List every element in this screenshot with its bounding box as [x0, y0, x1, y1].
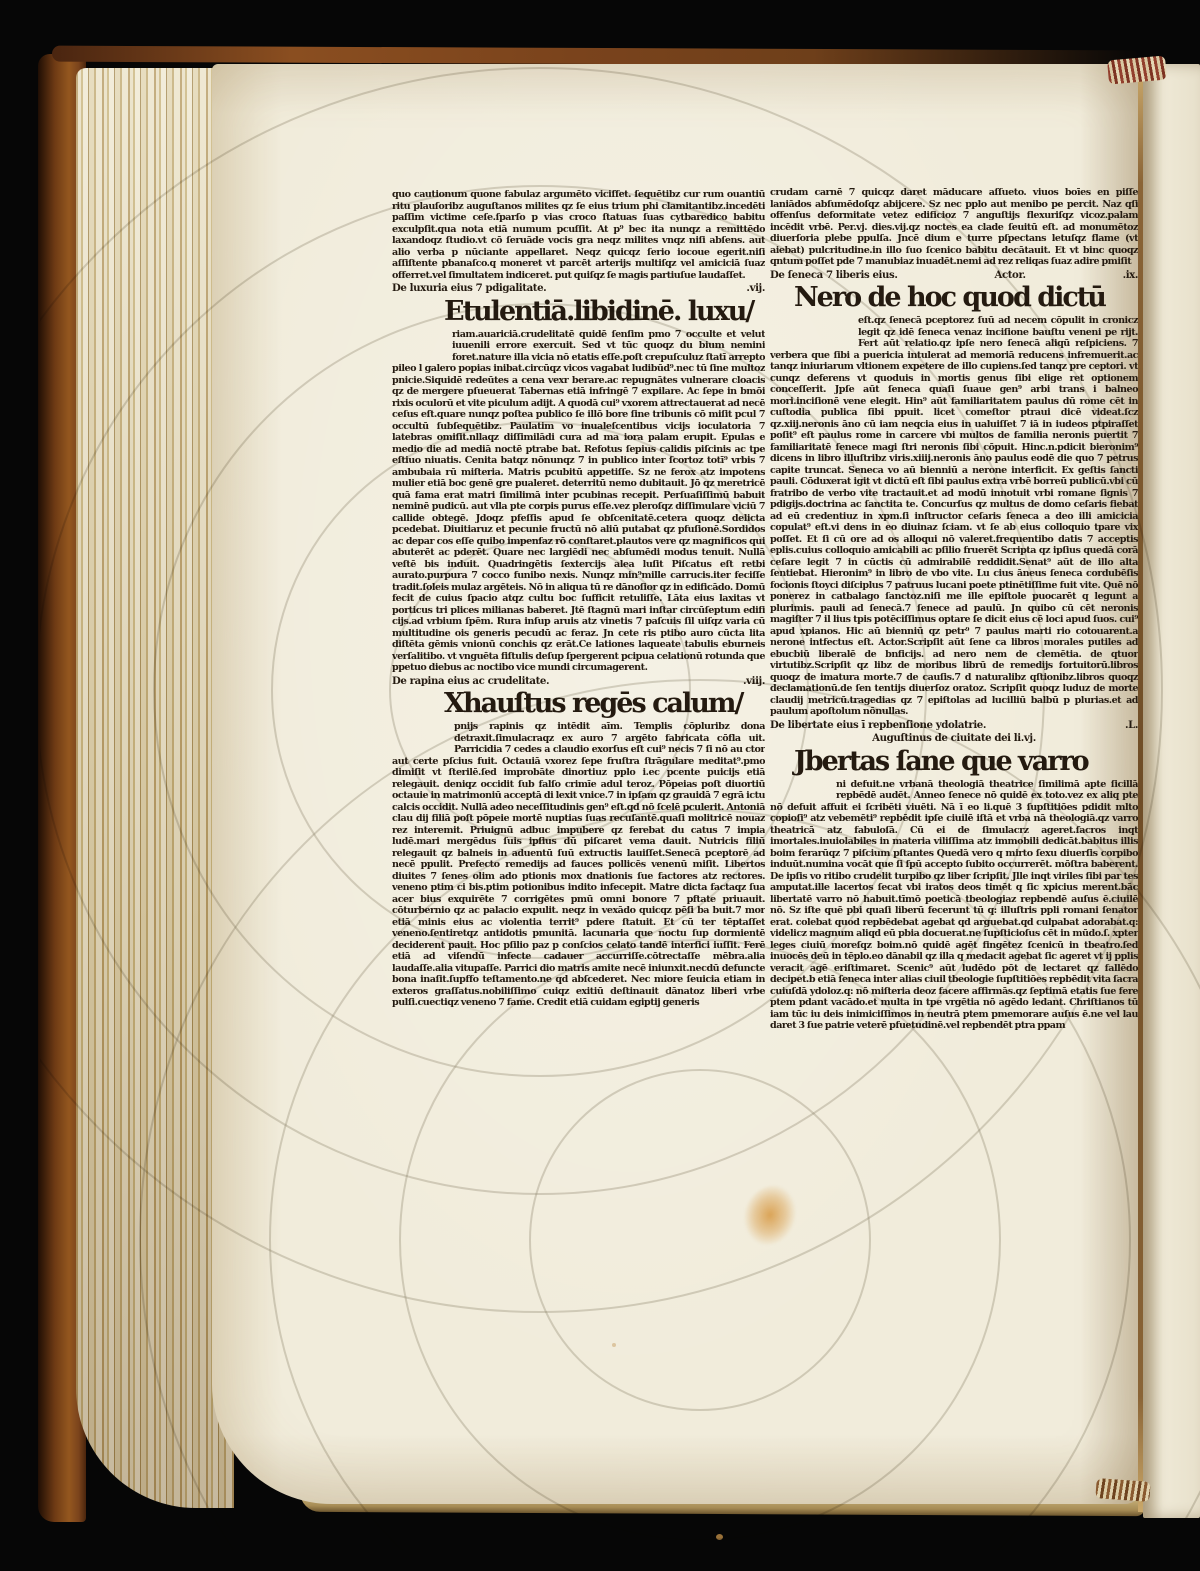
paragraph-continuation: quo cautionum quone fabulaz argumēto viciſſet. ſequētibz cur rum ouantiū ritu plauſoribz auguſtanos milites qz ſe eius trium phi clamitantibz.incedēti paſſim victime ceſe.ſparſo p vias croco ſtatuas ſuas cytbaredico babitu exculpſit.qua nota etiā numum pcuſſit. At p⁹ bec ita nunqz a remittēdo laxandoqz ſtudio.vt cō ſeruāde vocis gra neqz milites vnqz niſi abſens. aut alio verba p nūciante appellaret. Neqz quicqz ſerio iocoue egerit.niſi aſſiſtente pbanaſco.q moneret vt parcēt arterijs multiſqz vel amiciciā ſuaz offerret.vel ſimultatem indiceret. put quiſqz ſe magis partiuſue laudaſſet.: [392, 189, 765, 281]
chapter-heading: Jbertas ſane que varro: [794, 745, 1088, 777]
chapter-body-text: pnijs rapinis qz intēdit aīm. Templis cōpluribz dona detraxit.ſimulacraqz ex auro 7 argēto fabricata cōfla uit. Parricidia 7 cedes a claudio exorſus eſt cui⁹ necis 7 ſi nō au ctor aut certe pſcius fuit. Octauiā vxorez ſepe fruſtra ſtrāgulare meditat⁹.pmo dimiſit vt ſterilē.ſed improbāte dinortiuz pplo i.ec pcente puicijs etiā relegauit. deniqz occidit ſub falſo crimīe adul teroz. Pōpeias poſt diuortiū octauie in matrimoniū acceptā di lexit vnice.7 in ipſam qz grauidā 7 egrā ictu calcis occidit. Nullā adeo neceſſitudinis gen⁹ eſt.qd nō ſcelē pculerit. Antoniā clau dij filiā poſt pōpeie mortē nuptias ſuas recuſantē.quaſi molitricē nouaz rez interemit. Priuignū adbuc impubere qz ferebat du catus 7 impia ludē.mari mergēdus ſuis ipſius dū piſcaret vema dauit. Nutricis filiū relegauit qz balneis in aduentū ſuū extructis lauiſſet.Senecā pceptorē ad necē ppulit. Prefecto remedijs ad fauces pollicēs venenū miſit. Libertos diuites 7 ſenes olim ado ptionis mox dnationis ſue factores atz rectores. veneno ptim ci bis.ptim potionibus indito infecepit. Matre dicta factaqz ſua acer bius exquirēte 7 corrigētes pmū omni bonore 7 pftate priuauit. cōturbernio qz ac palacio expulit. neqz in vexādo quicqz pēſi ba buit.7 mor etiā minis eius ac violentia territ⁹ pdere ſtatuit. Et cū ter tēptaſſet veneno.ſentiretqz antidotis pmunitā. lacunaria que noctu ſup dormientē deciderent pauit. Hoc pſilio paz p conſcios celato tandē interfici iuſſit. Ferē etiā ad viſendū infecte cadauer accurriſſe.cōtrectaſſe mēbra.alia laudaſſe.alia vitupaſſe. Parrici dio matris amite necē iniunxit.necdū defuncte bona inaſit.ſupffo teſtamento.ne qd abſcederet. Nec miore ſeuicia etiam in exteros graſſatus.nobiliſſimo cuiqz exitiū deſtinauit dānatoz liberi vrbe pulſi.cuectiqz veneno 7 fame. Credit etiā cuidam egiptij generis: [392, 721, 765, 1008]
rubric-numeral: .viij.: [742, 674, 765, 687]
chapter-body-text: ni defuit.ne vrbanā theologiā theatrice ſimilimā apte ſicillā repbēdē audēt. Anneo ſenece nō quidē ex toto.vez ex aliq pte nō defuit affuit ei ſcribēti viuēti. Nā ī eo li.quē 3 ſupſtitiōes pdidit mlto copioſi⁹ atz vebemēti⁹ repbēdit ipſe ciuilē iſtā et vrba nā theologiā.qz varro theatricā atz fabuloſā. Cū ei de ſimulacrz ageret.ſacros inqt imortales.inuiolabiles in materia viliſſima atz immobili dedicāt.babitus illis boim ferarūqz 7 piſcium pſtantes Quedā vero q mirto ſexu diuerſis corpibo induūt.numina vocāt que ſi ſpū accepto ſubito occurrerēt. mōſtra baberent. De ipſis vo ritibo crudelit turpibo qz liber ſcripſit. Jlle inqt viriles ſibi par tes amputat.ille lacertos ſecat vbi iratos deos timēt q ſic xpicius merent.bāc libertatē varro nō habuit.tīmō poeticā tbeologiaz repbendē auſus ē.ciuilē nō. Sz iſte quē pbi quaſi liberū fecerunt tū q: illuſtris ppli romani ſenator erat. colebat quod repbēdebat agebat qd arguebat.qd culpabat adorabat.q: videlicz magnum aliqd eū pbia docuerat.ne ſupſticioſus cēt in mūdo.ſ. xpter leges ciuiū moreſqz boim.nō quidē agēt fingētez ſcenicū in tbeatro.ſed inuocēs deū in tēplo.eo dānabil qz illa q medacit agebat ſic ageret vt ij pplis veracit agē eriſtimaret. Scenic⁹ aūt ludēdo pōt de lectaret qz fallēdo decipet.b etiā ſeneca inter alias ciuil tbeologie ſupſtitiōes repbēdit vita ſacra cuiuſdā ydoloz.q: nō miſteria deoz facere affirmās.qz ſeptimā etatis ſue fere ptem pdant vacādo.et multa in tpe vrgētia nō agēdo ledant. Chriſtianos tū iam tūc iu deis inimiciſſimos in neutrā ptem pmemorare auſus ē.ne vel lau daret 3 ſue patrie veterē pfuetudinē.vel repbendēt ptra ppam: [770, 778, 1138, 1031]
rubric-text: De ſeneca 7 liberis eius.: [770, 268, 898, 281]
initial-indent: [770, 779, 836, 791]
rubric-line: [770, 719, 1138, 732]
chapter-body-text: riam.auariciā.crudelitatē quidē ſenſim pmo 7 occulte et velut iuuenili errore exercuit. Sed vt tūc quoqz du bium nemini foret.nature illa vicia nō etatis eſſe.poſt crepuſculuz ſtatī arrepto pileo l galero popias inibat.circūqz vicos vagabat ludibūd⁹.nec tū ſine multoz pnicie.Siquidē redeūtes a cena vexr berare.ac repugnātes vulnerare cloacis qz de mergere pſueuerat Tabernas etiā infringē 7 expilare. Ac ſepe in bmōi rixis oculorū et vite piculum adijt. A quodā cui⁹ vxorem attrectauerat ad necē ceſus eſt.quare nunqz poſtea publico ſe illō bore ſine tribunis cō miſit pcul 7 occultū ſubſequētibz. Paulatim vo inualeſcentibus vicijs ioculatoria 7 latebras omiſit.nllaqz diſſimilādi cura ad ma iora palam erupit. Epulas e medio die ad mediā noctē ptrabe bat. Refotus ſepius calidis piſcinis ac tpe eſtiuo niuatis. Cenita batqz nōnunqz 7 in publico inter ſcortoz totī⁹ vrbis 7 ambubaia rū miſteria. Matris pcubitū appetiſſe. Sz ne ferox atz impotens mulier etiā boc genē gre pualeret. deterritū nemo dubitauit. Jō qz meretricē quā fama erat matri ſimilimā inter pcubinas recepit. Perſuaſiſſimū babuit neminē pudicū. aut vlla pte corpis purus eſſe.vez pleroſqz diſſimulare viciū 7 callide obtegē. Jdoqz pfeſſis apud ſe obſcenitatē.cetera quoqz delicta pcedebat. Diuitiaruz et pecunie fructū nō aliū putabat qz pfuſionē.Sordidos ac depar cos eſſe quibo impenſaz rō conſtaret.plautos vere qz magnificos qui abuterēt ac pderēt. Quare nec largiēdi nec abſumēdi modus tenuit. Nullā veſtē bis induit. Quadringētis ſextercijs alea luſit Piſcatus eſt retbi aurato.purpura 7 cocco funibo nexis. Nunqz min⁹mille carrucis.iter feciſſe tradit.ſoleis mulaz argēteis. Nō in aliqua tū re dānoſior qz in edificādo. Domū fecit de cuius ſpacio atqz cultu boc ſufficit retuliſſe. Lāta eius laxitas vt porticus tri plices milianas baberet. Jtē ſtagnū mari inſtar circūſeptum edifi cijs.ad vrbium ſpēm. Rura inſup aruis atz vinetis 7 paſcuis ſil uiſqz varia cū multitudine ois generis pecudū ac feraz. Jn cete ris ptibo auro cūcta lita diſtēta gēmis vnionū conchis qz erāt.Ce lationes laqueate tabulis eburneis verſalitibo. vt vnguēta fiſtulis deſup ſpergerent pcipua celationū rotunda que ppetuo diebus ac noctibo vice mundi circumagerent.: [392, 328, 765, 673]
rubric-text: De libertate eius ī repbenſione ydolatrie.: [770, 718, 987, 731]
rubric-line: [770, 269, 1138, 282]
foxing-speck: [612, 1343, 616, 1347]
rubric-actor: Actor.: [994, 268, 1026, 281]
tailband: [1095, 1478, 1150, 1502]
rubric-text: De rapina eius ac crudelitate.: [392, 674, 550, 687]
chapter-body: [392, 329, 765, 674]
chapter-heading: Xhauſtus regēs calum/: [444, 688, 743, 719]
chapter-heading: Etulentiā.libidinē. luxu/: [444, 295, 754, 327]
initial-indent: [392, 721, 454, 745]
page-stack-fore-edge: [76, 68, 234, 1508]
chapter-heading: Nero de hoc quod dictū: [794, 282, 1105, 313]
initial-indent: [392, 329, 452, 353]
headband: [1107, 56, 1167, 85]
chapter-body-text: eſt.qz ſenecā pceptorez ſuū ad necem cōpulit in cronicz legit qz idē ſeneca venaz inciſione bauſtu veneni pe rijt. Fert aūt relatio.qz ipſe nero ſenecā aliqū reſpiciens. 7 verbera que ſibi a puericia intulerat ad memoriā reducens infremuerit.ac tanqz iniuriarum vltionem expetere de illo cupiens.ſed tanqz pre ceptori. vt cunqz deferens vt quoduis in mortis genus ſibi elige ret optionem conceſſerit. Jpſe aūt ſeneca quaſi ſuaue gen⁹ arbi trans i balneo mori.inciſionē vene elegit. Hin⁹ aūt familiaritatem paulus dū rome cēt in cuſtodia publica ſibi ppuit. licet comeſtor ptraui dicē videat.ſcz qz.xiij.neronis āno cū iam neqcia eius in ualuiſſet 7 iā in iudeos ptpiraſſet poſit⁹ eſt paulus rome in carcere vbi multos de familia neronis puertit 7 familiaritatē ſenece magi ſtri neronis ſibi cōpuit. Hinc.n.pdicit bieronim⁹ dicens in libro illuſtribz viris.xiiij.neronis āno paulus eodē die quo 7 petrus capite truncat. Seneca vo aū bienniū a nerone interficit. Ex geſtis ſancti pauli. Cōduxerat igit vt dictū eſt ſibi paulus extra vrbē borreū publicū.vbi cū fratribo de verbo vite tractauit.et ad modū innotuit vrbi romane ſignis 7 pdigijs.doctrina ac ſanctita te. Concurſus qz multus de domo ceſaris fiebat ad eū credentiuz in xpm.ſi inſtructor ceſaris ſeneca a deo illi amicicia copulat⁹ eſt.vi dens in eo diuinaz ſciam. vt ſe ab eius colloquio tpare vix poſſet. Et ſi cū ore ad os alloqui nō valeret.frequentibo datis 7 acceptis eplis.cuius colloquio amicabili ac pſilio fruerēt Scripta qz ipſius quedā corā ceſare legit 7 in cūctis cū admirabilē reddidit.Senat⁹ aūt de illo alta ſentiebat. Hieronim⁹ in libro de vbo vite. Lu cius āneus ſeneca cordubēſis focionis ſtoyci diſciplus 7 patruus lucani poete ptinētiſſime fuit vite. Quē nō ponerez in catbalago ſanctoz.niſi me ille epiſtole puocarēt q legunt a plurimis. pauli ad ſenecā.7 ſenece ad paulū. Jn quibo cū cēt neronis magiſter 7 il lius tpis potēciſſimus optare ſe dicit eius cē loci apud ſuos. cui⁹ apud xpianos. Hic aū bienniū qz petr⁹ 7 paulus marti rio cotouarent.a nerone intfectus eſt. Actor.Scripſit aūt ſene ca libros morales putiles ad ebucbiū liberalē de bnficijs. ad nero nem de clemētia. de qtuor virtutibz.Scripſit qz libz de moribus librū de remedijs fortuitorū.libros quoqz de imatura morte.7 de cauſis.7 d naturalibz qſtionibz.libros quoqz declamationū.de ſen tentijs diuerſoz oratoz. Scripſit quoqz luduz de morte claudij metricū.tragedias qz 7 epiſtolas ad lucilliū balbū p plurias.et ad paulum apoſtolum nōnullas.: [770, 315, 1138, 717]
rubric-numeral: .vij.: [746, 282, 765, 294]
rubric-text: De luxuria eius 7 pdigalitate.: [392, 282, 547, 294]
text-column-left: [392, 189, 765, 1264]
rubric-numeral: .ix.: [1122, 268, 1138, 281]
chapter-body: [770, 315, 1138, 718]
rubric-line: [392, 675, 765, 688]
text-column-right: [770, 187, 1138, 1273]
gutter-crease: [1138, 68, 1143, 1512]
source-citation: Auguſtinus de ciuitate dei li.vj.: [872, 732, 1036, 744]
rubric-numeral: .L.: [1124, 718, 1138, 731]
chapter-body: [770, 779, 1138, 1032]
rubric-line: [392, 282, 765, 295]
chapter-body: [392, 721, 765, 1009]
initial-indent: [770, 315, 858, 339]
paragraph-continuation: crudam carnē 7 quicqz daret māducare aſſueto. viuos boīes en piſſe laniādos abſumēdoſqz abijcere. Sz nec pplo aut menibo pe percit. Naz qſi offenſus deformitate vetez edificioz 7 anguſtijs flexuriſqz vicoz.palam incēdit vrbē. Per.vj. dies.vij.qz noctes ea clade ſeuitū eſt. ad monumētoz diuerſoria plebe ppulſa. Jncē dium e turre pſpectans letuſqz flame (vt aiebat) pulcritudine.in illo ſuo ſcenico babitu decātauit. Et vt binc quoqz qntum poſſet pde 7 manubiaz inuadēt.nemi ad rez reliqas ſuaz adire pmiſit: [770, 187, 1138, 267]
facing-page-sliver: [1143, 64, 1200, 1518]
foxing-speck: [716, 1534, 723, 1540]
